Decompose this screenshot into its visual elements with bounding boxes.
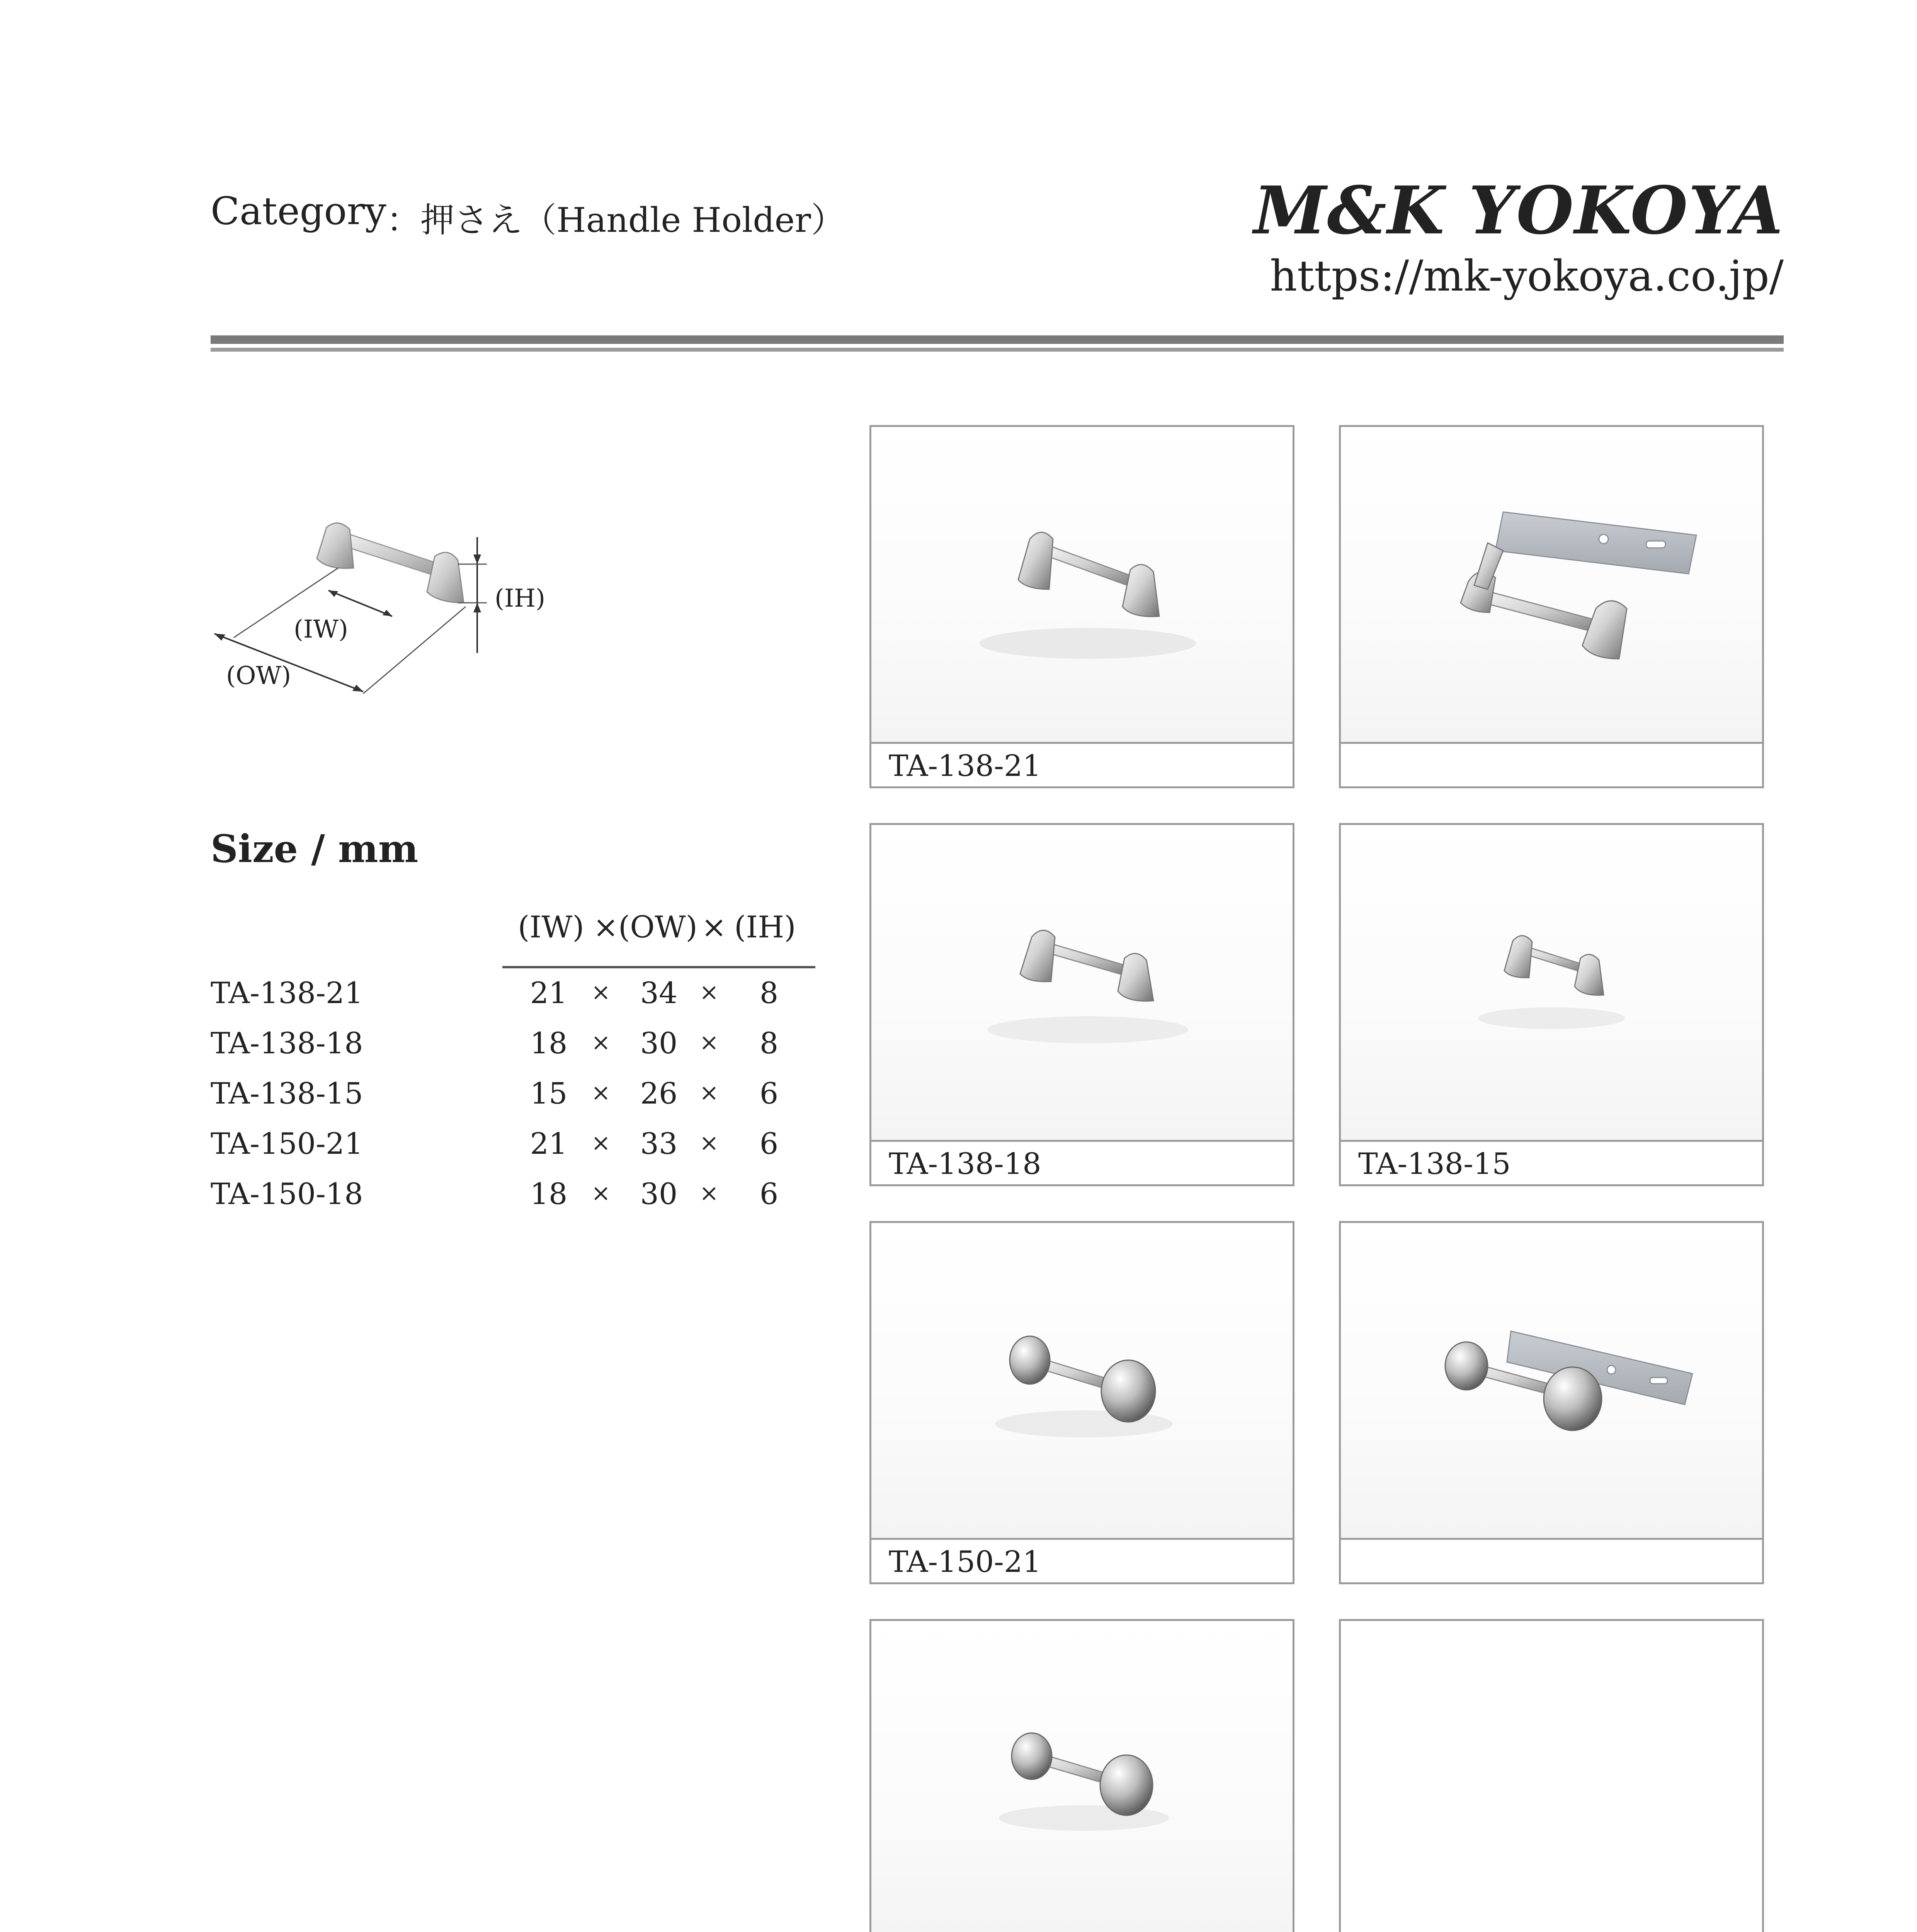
- row-times: ×: [591, 979, 611, 1006]
- product-caption: TA-138-15: [1358, 1146, 1511, 1181]
- dimension-diagram: [211, 491, 589, 707]
- row-times: ×: [699, 1079, 719, 1106]
- row-ih: 6: [759, 1177, 779, 1211]
- row-iw: 21: [530, 1126, 568, 1161]
- row-times: ×: [591, 1180, 611, 1207]
- product-card[interactable]: [869, 1619, 1294, 1932]
- table-row: [211, 976, 829, 1018]
- product-card[interactable]: [1339, 1221, 1764, 1584]
- category-value: ：押さえ（Handle Holder）: [386, 200, 845, 240]
- row-ow: 30: [640, 1177, 678, 1211]
- product-photo: [871, 825, 1293, 1140]
- product-card[interactable]: [1339, 425, 1764, 788]
- row-iw: 18: [530, 1177, 568, 1211]
- product-caption: TA-150-21: [889, 1544, 1041, 1579]
- header-rule: [211, 335, 1784, 344]
- product-photo: [1341, 825, 1762, 1140]
- round-handle-holder-with-plate-icon: [1341, 1223, 1762, 1538]
- handle-holder-with-plate-icon: [1341, 427, 1762, 742]
- handle-holder-icon: [871, 427, 1293, 742]
- table-row: [211, 1177, 829, 1219]
- row-times: ×: [699, 1029, 719, 1056]
- row-code: TA-150-18: [211, 1177, 363, 1211]
- product-caption: TA-138-21: [889, 748, 1041, 783]
- dimension-diagram-svg: [211, 491, 589, 707]
- website-url[interactable]: https://mk-yokoya.co.jp/: [1270, 251, 1784, 301]
- row-ow: 33: [640, 1126, 678, 1161]
- row-ow: 26: [640, 1076, 678, 1111]
- row-times: ×: [591, 1079, 611, 1106]
- product-caption: TA-138-18: [889, 1146, 1041, 1181]
- size-title: Size / mm: [211, 827, 418, 871]
- product-photo: [1341, 1223, 1762, 1538]
- caption-bar: [871, 1538, 1293, 1582]
- row-ih: 6: [759, 1126, 779, 1161]
- product-card[interactable]: [869, 823, 1294, 1186]
- row-times: ×: [591, 1029, 611, 1056]
- caption-bar: [871, 1140, 1293, 1184]
- col-times-1: ×: [593, 910, 619, 945]
- iw-label: (IW): [294, 615, 348, 644]
- brand-logo: M&K YOKOYA: [1254, 172, 1784, 249]
- row-ow: 30: [640, 1026, 678, 1060]
- caption-bar: [1341, 1538, 1762, 1582]
- table-row: [211, 1076, 829, 1119]
- product-photo: [871, 1621, 1293, 1932]
- product-card[interactable]: [869, 1221, 1294, 1584]
- round-handle-holder-icon: [871, 1223, 1293, 1538]
- row-times: ×: [591, 1129, 611, 1156]
- caption-bar: [1341, 1140, 1762, 1184]
- category-label: Category: [211, 189, 386, 233]
- caption-bar: [871, 742, 1293, 786]
- table-row: [211, 1026, 829, 1068]
- handle-holder-small-icon: [1341, 825, 1762, 1140]
- table-row: [211, 1126, 829, 1169]
- col-ow: (OW): [618, 910, 697, 945]
- handle-holder-icon: [871, 825, 1293, 1140]
- product-card[interactable]: [1339, 1619, 1764, 1932]
- row-code: TA-138-15: [211, 1076, 363, 1111]
- row-code: TA-138-18: [211, 1026, 363, 1060]
- ih-label: (IH): [495, 584, 546, 613]
- row-ih: 8: [759, 1026, 779, 1060]
- row-code: TA-150-21: [211, 1126, 363, 1161]
- product-card[interactable]: [869, 425, 1294, 788]
- row-ow: 34: [640, 976, 678, 1010]
- row-iw: 21: [530, 976, 568, 1010]
- table-header-rule: [502, 966, 815, 968]
- product-photo: [871, 1223, 1293, 1538]
- ow-label: (OW): [226, 662, 291, 690]
- row-times: ×: [699, 1180, 719, 1207]
- col-iw: (IW): [518, 910, 584, 945]
- product-photo: [871, 427, 1293, 742]
- header-rule-thin: [211, 348, 1784, 352]
- product-photo: [1341, 427, 1762, 742]
- row-times: ×: [699, 1129, 719, 1156]
- row-ih: 6: [759, 1076, 779, 1111]
- round-handle-holder-icon: [871, 1621, 1293, 1932]
- row-code: TA-138-21: [211, 976, 363, 1010]
- col-ih: (IH): [734, 910, 796, 945]
- product-photo-empty: [1341, 1621, 1762, 1932]
- row-ih: 8: [759, 976, 779, 1010]
- row-times: ×: [699, 979, 719, 1006]
- row-iw: 18: [530, 1026, 568, 1060]
- product-card[interactable]: [1339, 823, 1764, 1186]
- col-times-2: ×: [701, 910, 727, 945]
- caption-bar: [1341, 742, 1762, 786]
- row-iw: 15: [530, 1076, 568, 1111]
